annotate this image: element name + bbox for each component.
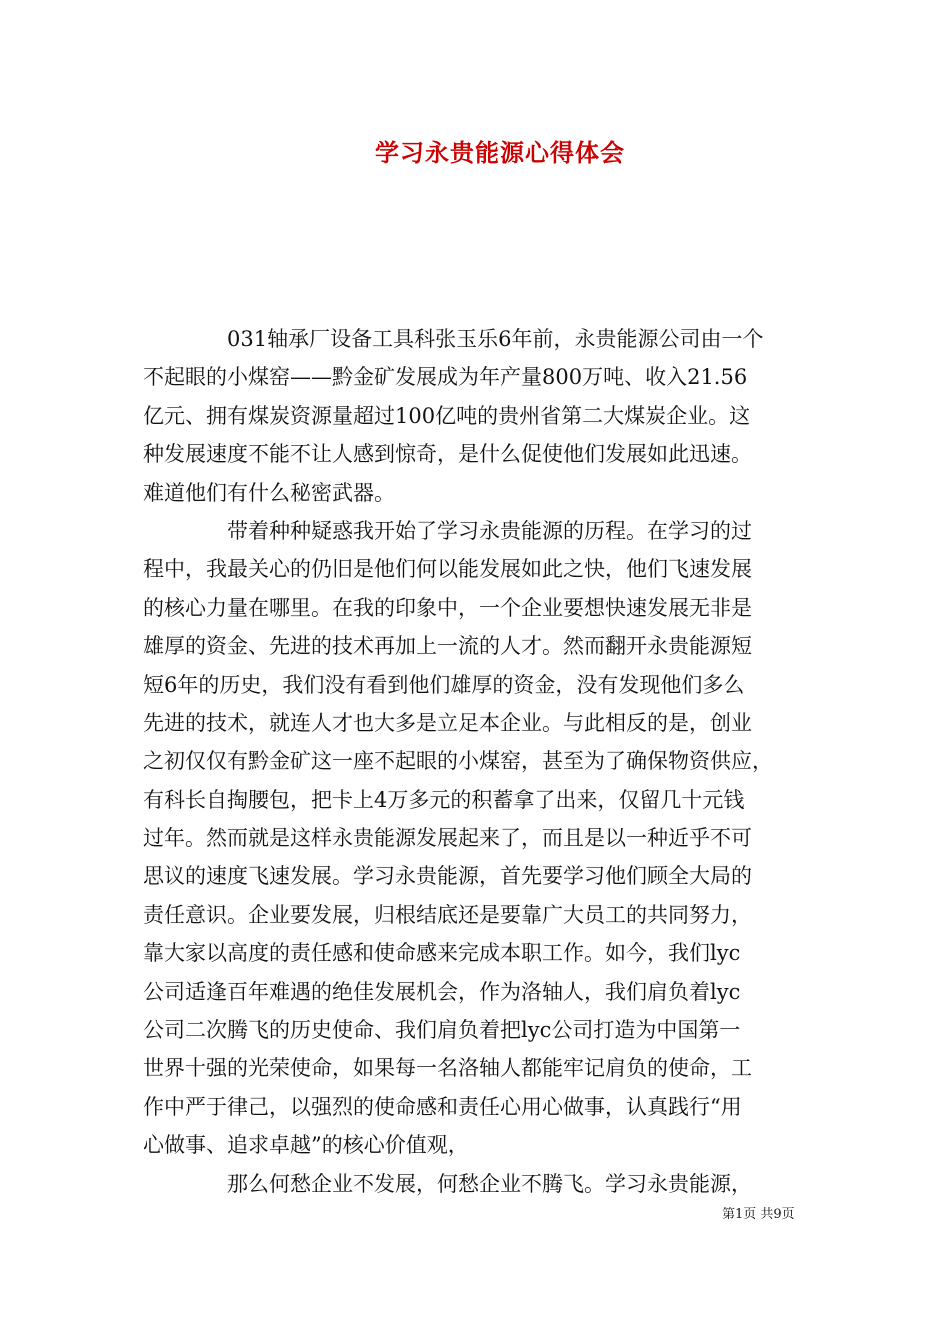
text-line: 思议的速度飞速发展。学习永贵能源，首先要学习他们顾全大局的 <box>143 864 752 889</box>
page-number: 第1页 共9页 <box>722 1207 795 1222</box>
document-body <box>143 320 813 1203</box>
text-line: 难道他们有什么秘密武器。 <box>143 480 395 505</box>
text-line: 过年。然而就是这样永贵能源发展起来了，而且是以一种近乎不可 <box>143 826 752 851</box>
text-line: 的核心力量在哪里。在我的印象中，一个企业要想快速发展无非是 <box>143 595 752 620</box>
text-line: 031轴承厂设备工具科张玉乐6年前，永贵能源公司由一个 <box>143 327 764 351</box>
text-line: 之初仅仅有黔金矿这一座不起眼的小煤窑，甚至为了确保物资供应， <box>143 749 773 774</box>
text-line: 作中严于律己，以强烈的使命感和责任心用心做事，认真践行“用 <box>143 1094 742 1119</box>
text-line: 有科长自掏腰包，把卡上4万多元的积蓄拿了出来，仅留几十元钱 <box>143 787 745 812</box>
text-line: 短6年的历史，我们没有看到他们雄厚的资金，没有发现他们多么 <box>143 672 745 697</box>
text-line: 公司适逢百年难遇的绝佳发展机会，作为洛轴人，我们肩负着lyc <box>143 979 741 1004</box>
text-line: 雄厚的资金、先进的技术再加上一流的人才。然而翻开永贵能源短 <box>143 634 752 659</box>
text-line: 亿元、拥有煤炭资源量超过100亿吨的贵州省第二大煤炭企业。这 <box>143 403 751 428</box>
text-line: 公司二次腾飞的历史使命、我们肩负着把lyc公司打造为中国第一 <box>143 1018 741 1043</box>
text-line: 那么何愁企业不发展，何愁企业不腾飞。学习永贵能源， <box>143 1171 752 1196</box>
text-line: 责任意识。企业要发展，归根结底还是要靠广大员工的共同努力， <box>143 902 752 927</box>
text-line: 不起眼的小煤窑——黔金矿发展成为年产量800万吨、收入21.56 <box>143 365 748 390</box>
text-line: 带着种种疑惑我开始了学习永贵能源的历程。在学习的过 <box>143 518 752 543</box>
text-line: 心做事、追求卓越”的核心价值观， <box>143 1133 469 1158</box>
text-line: 靠大家以高度的责任感和使命感来完成本职工作。如今，我们lyc <box>143 941 741 966</box>
document-title: 学习永贵能源心得体会 <box>375 139 625 167</box>
text-line: 先进的技术，就连人才也大多是立足本企业。与此相反的是，创业 <box>143 710 752 735</box>
text-line: 种发展速度不能不让人感到惊奇，是什么促使他们发展如此迅速。 <box>143 442 752 467</box>
text-line: 程中，我最关心的仍旧是他们何以能发展如此之快，他们飞速发展 <box>143 557 752 582</box>
text-line: 世界十强的光荣使命，如果每一名洛轴人都能牢记肩负的使命，工 <box>143 1056 752 1081</box>
